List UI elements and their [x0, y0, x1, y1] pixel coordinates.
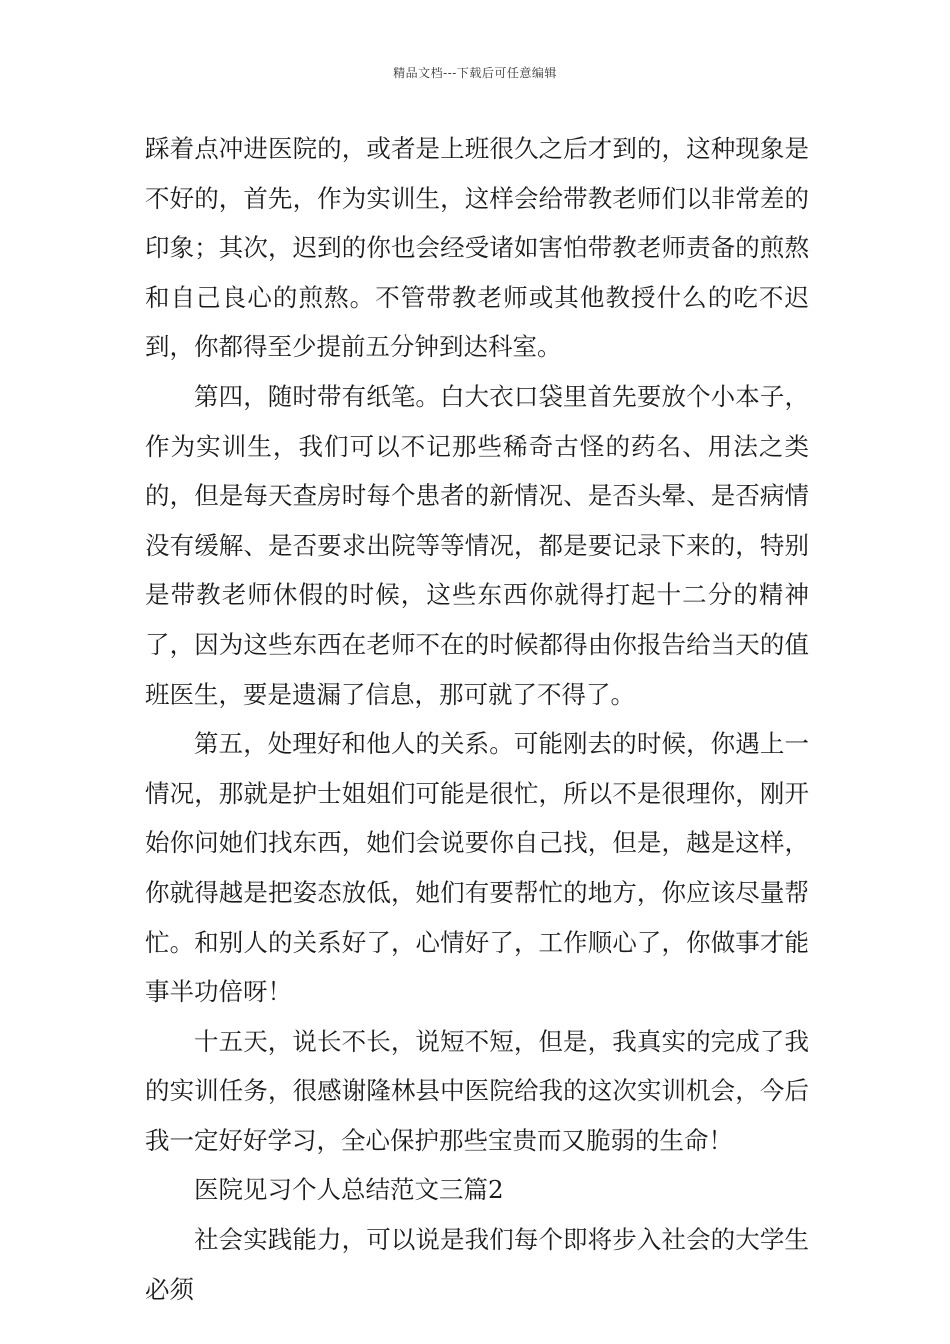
section-title: 医院见习个人总结范文三篇2 [194, 1175, 504, 1205]
paragraph-continuation: 踩着点冲进医院的，或者是上班很久之后才到的，这种现象是不好的，首先，作为实训生，这样会给带教老师们以非常差的印象；其次，迟到的你也会经受诸如害怕带教老师责备的煎熬和自己良心的煎熬。不管带教老师或其他教授什么的吃不迟到，你都得至少提前五分钟到达科室。 [145, 134, 809, 362]
paragraph-next-section: 社会实践能力，可以说是我们每个即将步入社会的大学生必须 [145, 1225, 809, 1304]
paragraph-fourth: 第四，随时带有纸笔。白大衣口袋里首先要放个小本子，作为实训生，我们可以不记那些稀奇古怪的药名、用法之类的，但是每天查房时每个患者的新情况、是否头晕、是否病情没有缓解、是否要求出院等等情况，都是要记录下来的，特别是带教老师休假的时候，这些东西你就得打起十二分的精神了，因为这些东西在老师不在的时候都得由你报告给当天的值班医生，要是遗漏了信息，那可就了不得了。 [145, 381, 809, 709]
paragraph-fifth: 第五，处理好和他人的关系。可能刚去的时候，你遇上一情况，那就是护士姐姐们可能是很忙，所以不是很理你，刚开始你问她们找东西，她们会说要你自己找，但是，越是这样，你就得越是把姿态放低，她们有要帮忙的地方，你应该尽量帮忙。和别人的关系好了，心情好了，工作顺心了，你做事才能事半功倍呀！ [145, 729, 809, 1007]
page-header: 精品文档---下载后可任意编辑 [393, 66, 557, 80]
document-body [145, 124, 809, 1314]
paragraph-conclusion: 十五天，说长不长，说短不短，但是，我真实的完成了我的实训任务，很感谢隆林县中医院给我的这次实训机会，今后我一定好好学习，全心保护那些宝贵而又脆弱的生命！ [145, 1026, 809, 1155]
